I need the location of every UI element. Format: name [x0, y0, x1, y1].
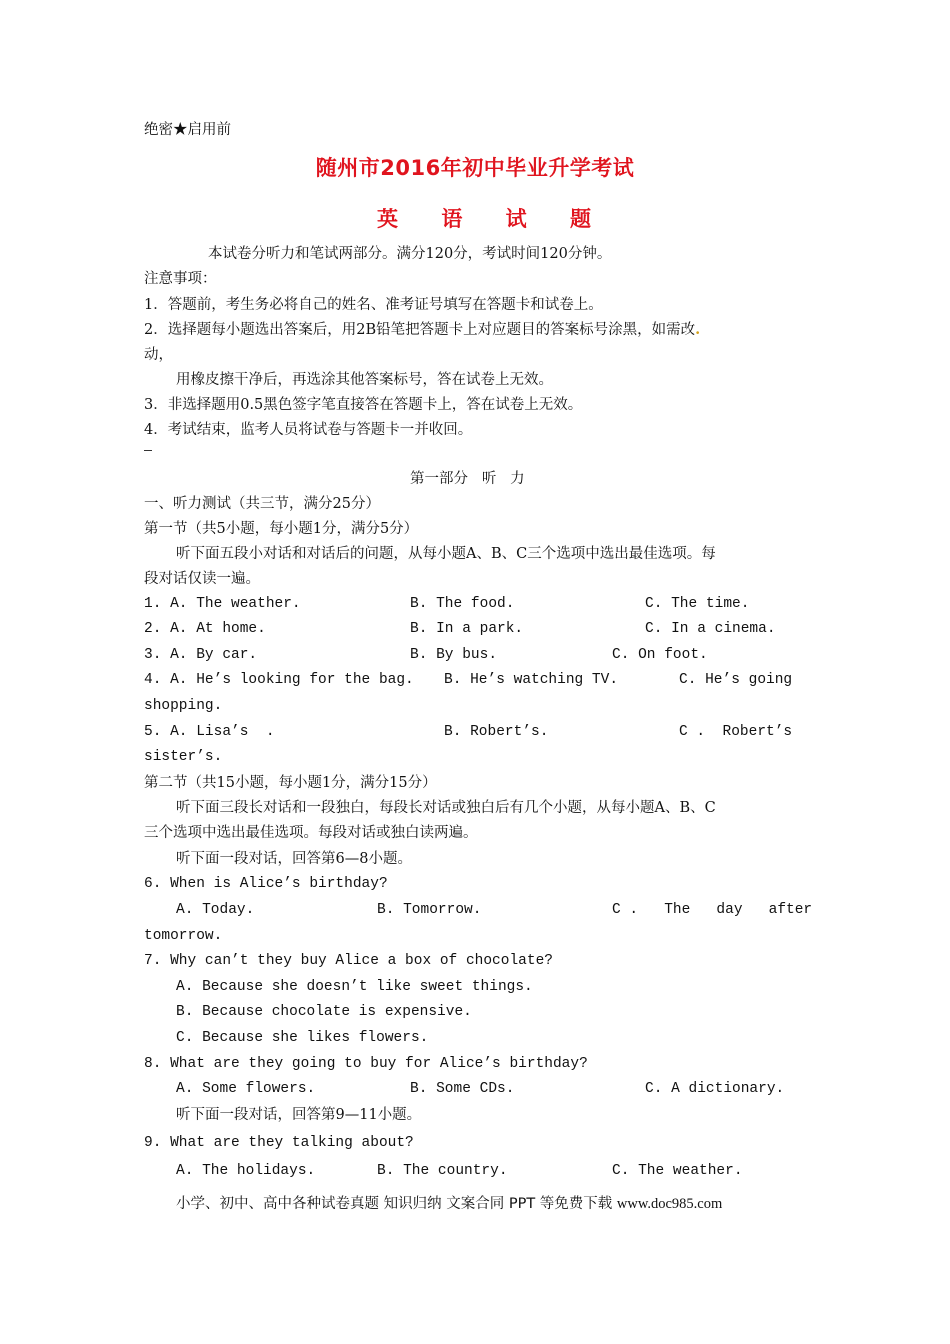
section2-instr-cont: 三个选项中选出最佳选项。每段对话或独白读两遍。: [144, 825, 478, 841]
q5-option-c-cont: sister’s.: [144, 749, 223, 765]
footer-text: 小学、初中、高中各种试卷真题 知识归纳 文案合同 PPT 等免费下载: [176, 1196, 613, 1212]
marker-dot: .: [695, 321, 701, 338]
q9-stem: 9. What are they talking about?: [144, 1135, 414, 1151]
dialog1-instr: 听下面一段对话，回答第6—8小题。: [176, 851, 412, 867]
q6-stem: 6. When is Alice’s birthday?: [144, 876, 388, 892]
q4-option-c: C. He’s going: [679, 672, 793, 688]
q9-option-b: B. The country.: [377, 1163, 508, 1179]
q2-option-b: B. In a park.: [410, 621, 524, 637]
section2-instr: 听下面三段长对话和一段独白，每段长对话或独白后有几个小题，从每小题A、B、C: [176, 800, 716, 816]
section2-title: 第二节（共15小题，每小题1分，满分15分）: [144, 775, 437, 791]
exam-title: 随州市2016年初中毕业升学考试: [315, 156, 635, 180]
q3-option-a: 3. A. By car.: [144, 647, 258, 663]
notice-item-2: [144, 321, 700, 339]
q8-option-a: A. Some flowers.: [176, 1081, 316, 1097]
q7-option-b: B. Because chocolate is expensive.: [176, 1004, 472, 1020]
q8-option-c: C. A dictionary.: [645, 1081, 785, 1097]
q9-option-a: A. The holidays.: [176, 1163, 316, 1179]
q4-option-a: 4. A. He’s looking for the bag.: [144, 672, 414, 688]
q7-option-a: A. Because she doesn’t like sweet things.: [176, 979, 533, 995]
q1-option-b: B. The food.: [410, 596, 515, 612]
notice-heading: 注意事项：: [144, 271, 217, 287]
q8-option-b: B. Some CDs.: [410, 1081, 515, 1097]
notice-item-2-cont: 动，: [144, 347, 173, 363]
listening-section: 一、听力测试（共三节，满分25分）: [144, 496, 380, 512]
q7-stem: 7. Why can’t they buy Alice a box of chocolate?: [144, 953, 553, 969]
q3-option-c: C. On foot.: [612, 647, 708, 663]
divider-dash: [144, 450, 152, 451]
q5-option-c: C . Robert’s: [679, 724, 793, 740]
notice-item-2-tail: 用橡皮擦干净后，再选涂其他答案标号，答在试卷上无效。: [176, 372, 553, 388]
q5-option-b: B. Robert’s.: [444, 724, 549, 740]
notice-item-2-text: 2．选择题每小题选出答案后，用2B铅笔把答题卡上对应题目的答案标号涂黑，如需改: [144, 322, 696, 338]
q3-option-b: B. By bus.: [410, 647, 498, 663]
footer-link[interactable]: www.doc985.com: [616, 1196, 723, 1212]
footer: [176, 1192, 722, 1213]
exam-intro: 本试卷分听力和笔试两部分。满分120分，考试时间120分钟。: [208, 246, 612, 262]
section1-title: 第一节（共5小题，每小题1分，满分5分）: [144, 521, 419, 537]
q1-option-c: C. The time.: [645, 596, 750, 612]
q7-option-c: C. Because she likes flowers.: [176, 1030, 429, 1046]
q4-option-b: B. He’s watching TV.: [444, 672, 619, 688]
notice-item-1: 1．答题前，考生务必将自己的姓名、准考证号填写在答题卡和试卷上。: [144, 297, 603, 313]
q2-option-c: C. In a cinema.: [645, 621, 776, 637]
q5-option-a: 5. A. Lisa’s .: [144, 724, 275, 740]
q1-option-a: 1. A. The weather.: [144, 596, 301, 612]
q8-stem: 8. What are they going to buy for Alice’s birthday?: [144, 1056, 588, 1072]
q6-option-c: C . The day after: [612, 902, 813, 918]
secret-label: 绝密★启用前: [144, 122, 231, 138]
part1-heading: 第一部分 听 力: [410, 471, 525, 487]
q9-option-c: C. The weather.: [612, 1163, 743, 1179]
notice-item-3: 3．非选择题用0.5黑色签字笔直接答在答题卡上，答在试卷上无效。: [144, 397, 583, 413]
q6-option-b: B. Tomorrow.: [377, 902, 482, 918]
q6-option-a: A. Today.: [176, 902, 255, 918]
q2-option-a: 2. A. At home.: [144, 621, 266, 637]
notice-item-4: 4．考试结束，监考人员将试卷与答题卡一并收回。: [144, 422, 473, 438]
q4-option-c-cont: shopping.: [144, 698, 223, 714]
q6-option-c-cont: tomorrow.: [144, 928, 223, 944]
exam-subtitle: 英 语 试 题: [377, 207, 609, 231]
dialog2-instr: 听下面一段对话，回答第9—11小题。: [176, 1107, 422, 1123]
section1-instr: 听下面五段小对话和对话后的问题，从每小题A、B、C三个选项中选出最佳选项。每: [176, 546, 716, 562]
section1-instr-cont: 段对话仅读一遍。: [144, 571, 260, 587]
